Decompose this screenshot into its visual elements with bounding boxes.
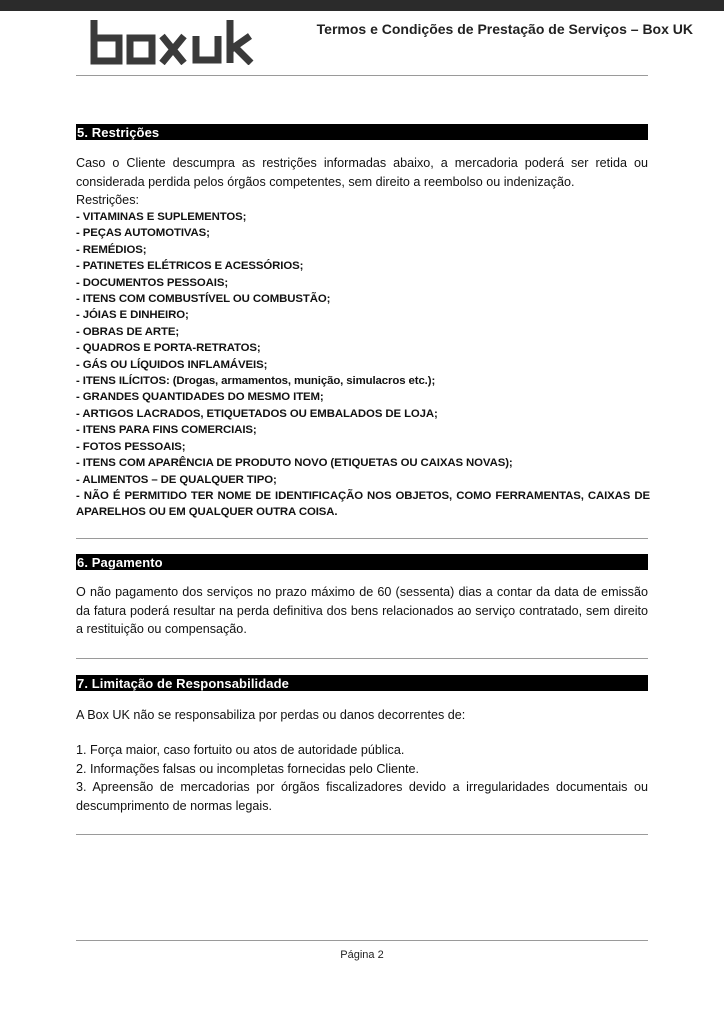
list-item: - GÁS OU LÍQUIDOS INFLAMÁVEIS;: [76, 358, 268, 371]
list-item: - ITENS PARA FINS COMERCIAIS;: [76, 424, 257, 437]
list-item: - ARTIGOS LACRADOS, ETIQUETADOS OU EMBALADOS DE LOJA;: [76, 407, 438, 420]
footer-divider: [76, 940, 648, 941]
list-item: - NÃO É PERMITIDO TER NOME DE IDENTIFICAÇÃO NOS OBJETOS, COMO FERRAMENTAS, CAIXAS DE APARELHOS OU EM QUALQUER OUTRA COISA.: [76, 489, 650, 519]
list-item: - QUADROS E PORTA-RETRATOS;: [76, 342, 261, 355]
section-divider: [76, 834, 648, 835]
list-item: - GRANDES QUANTIDADES DO MESMO ITEM;: [76, 391, 324, 404]
top-bar: [0, 0, 724, 11]
list-item: - ITENS COM APARÊNCIA DE PRODUTO NOVO (ETIQUETAS OU CAIXAS NOVAS);: [76, 457, 513, 470]
section-divider: [76, 538, 648, 539]
header-divider: [76, 75, 648, 76]
list-item: - ALIMENTOS – DE QUALQUER TIPO;: [76, 473, 277, 486]
restrictions-list: [76, 209, 650, 521]
box-uk-logo: [89, 19, 255, 65]
section-6-heading: 6. Pagamento: [76, 554, 648, 570]
liability-item-2: 2. Informações falsas ou incompletas fornecidas pelo Cliente.: [76, 762, 420, 776]
document-title: Termos e Condições de Prestação de Serviços – Box UK: [316, 21, 693, 37]
section-7-heading: 7. Limitação de Responsabilidade: [76, 675, 648, 691]
section-6-body: O não pagamento dos serviços no prazo máximo de 60 (sessenta) dias a contar da data de emissão da fatura poderá resultar na perda definitiva dos bens relacionados ao serviço contratado, sem direito a restituição ou compensação.: [76, 585, 648, 637]
page-number: Página 2: [340, 949, 384, 961]
list-item: - ITENS ILÍCITOS: (Drogas, armamentos, munição, simulacros etc.);: [76, 375, 436, 388]
section-7-intro: A Box UK não se responsabiliza por perdas ou danos decorrentes de:: [76, 708, 466, 722]
list-item: - VITAMINAS E SUPLEMENTOS;: [76, 211, 247, 223]
section-divider: [76, 658, 648, 659]
list-item: - DOCUMENTOS PESSOAIS;: [76, 276, 229, 289]
list-item: - OBRAS DE ARTE;: [76, 325, 180, 338]
list-item: - REMÉDIOS;: [76, 243, 147, 256]
list-item: - PATINETES ELÉTRICOS E ACESSÓRIOS;: [76, 260, 304, 273]
restrictions-label: Restrições:: [76, 193, 139, 207]
list-item: - PEÇAS AUTOMOTIVAS;: [76, 227, 210, 240]
section-5-intro: Caso o Cliente descumpra as restrições informadas abaixo, a mercadoria poderá ser retida ou considerada perdida pelos órgãos competentes, sem direito a reembolso ou indenização.: [76, 156, 648, 189]
list-item: - JÓIAS E DINHEIRO;: [76, 309, 189, 322]
liability-item-1: 1. Força maior, caso fortuito ou atos de autoridade pública.: [76, 743, 405, 757]
list-item: - FOTOS PESSOAIS;: [76, 440, 186, 453]
list-item: - ITENS COM COMBUSTÍVEL OU COMBUSTÃO;: [76, 293, 331, 306]
section-5-heading: 5. Restrições: [76, 124, 648, 140]
liability-item-3: 3. Apreensão de mercadorias por órgãos fiscalizadores devido a irregularidades documentais ou descumprimento de normas legais.: [76, 780, 648, 813]
